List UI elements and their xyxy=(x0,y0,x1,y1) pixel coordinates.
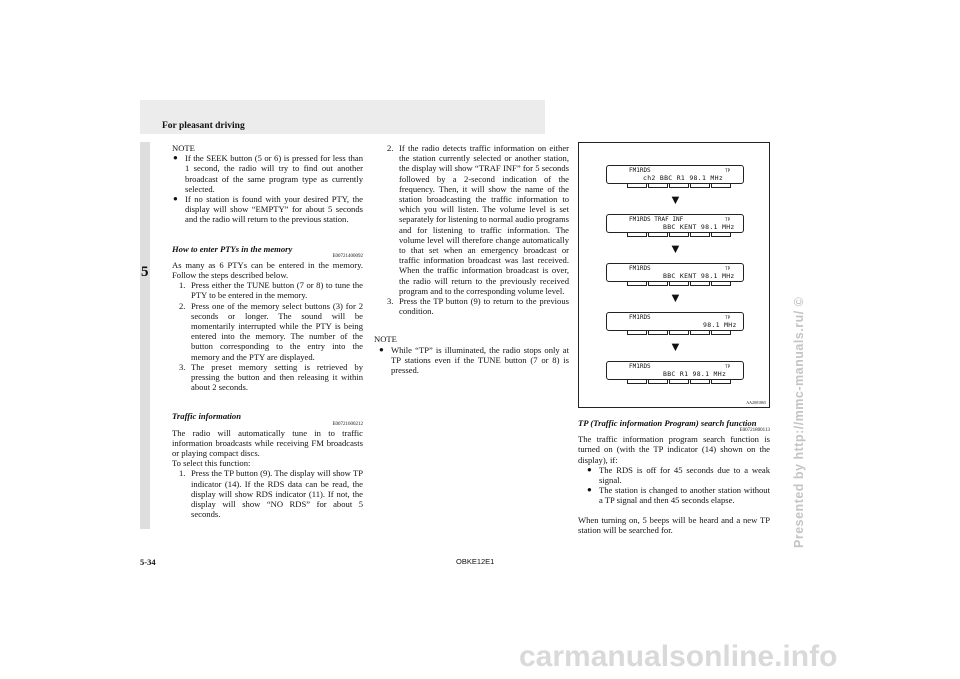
column-right xyxy=(578,418,770,535)
lcd-display: FM1RDS TRAF INF TP BBC KENT 98.1 MHz xyxy=(606,214,744,233)
chapter-tab xyxy=(140,142,150,529)
list-item: ● If the SEEK button (5 or 6) is pressed for less than 1 second, the radio will try to find out another broadcast of the same program type as currently selected. xyxy=(173,153,363,194)
bullet-icon: ● xyxy=(587,464,592,474)
paragraph: To select this function: xyxy=(172,458,251,469)
paragraph: When turning on, 5 beeps will be heard and a new TP station will be searched for. xyxy=(578,514,770,535)
list-item: 2. Press one of the memory select buttons (3) for 2 seconds or longer. The sound will be momentarily interrupted while the PTY is being entered into the memory. The number of the button corresponding to the entry into the memory and the PTY are displayed. xyxy=(179,300,363,362)
section-title: TP (Traffic information Program) search function xyxy=(578,418,757,428)
section-heading xyxy=(172,244,363,254)
section-code: E00721800113 xyxy=(739,428,770,434)
section-title: How to enter PTYs in the memory xyxy=(172,243,293,254)
list-item: ● While “TP” is illuminated, the radio stops only at TP stations even if the TUNE button (7 or 8) is pressed. xyxy=(379,344,569,376)
arrow-down-icon: ▼ xyxy=(669,290,682,305)
section-title: Traffic information xyxy=(172,411,241,422)
note-label: NOTE xyxy=(374,334,397,345)
document-code: OBKE12E1 xyxy=(456,557,495,566)
section-heading xyxy=(172,411,363,421)
list-item: 3. The preset memory setting is retrieved by pressing the button and then releasing it within about 2 seconds. xyxy=(179,361,363,393)
list-item: 3. Press the TP button (9) to return to the previous condition. xyxy=(387,296,569,317)
watermark-vertical: Presented by http://mmc-manuals.ru/ © xyxy=(792,296,806,548)
lcd-display: FM1RDS TP ch2 BBC R1 98.1 MHz xyxy=(606,165,744,184)
lcd-display: FM1RDS TP BBC KENT 98.1 MHz xyxy=(606,263,744,282)
page-number: 5-34 xyxy=(140,557,156,567)
radio-display-figure xyxy=(578,142,770,408)
arrow-down-icon: ▼ xyxy=(669,339,682,354)
arrow-down-icon: ▼ xyxy=(669,241,682,256)
bullet-icon: ● xyxy=(379,344,384,354)
chapter-number: 5 xyxy=(141,264,149,280)
figure-code: AA2001865 xyxy=(746,400,766,405)
note-label: NOTE xyxy=(172,143,195,153)
list-item: 2. If the radio detects traffic information on either the station currently selected or another station, the display will show “TRAF INF” for 5 seconds followed by a 2-second indication of the frequency. Then, it will show the name of the station broadcasting the traffic information to which you will listen. The volume level is set separately for listening to normal audio programs and for listening to traffic information. The volume level will therefore change automatically to that set when an emergency broadcast or traffic information broadcast was last received. When the traffic information broadcast is over, the radio will return to the previously received program and to the corresponding volume level. xyxy=(387,143,569,296)
section-code: E00721600212 xyxy=(332,421,363,427)
column-left xyxy=(172,143,363,520)
bullet-icon: ● xyxy=(587,485,592,495)
list-item: ● The RDS is off for 45 seconds due to a weak signal. xyxy=(587,464,770,486)
paragraph: As many as 6 PTYs can be entered in the memory. Follow the steps described below. xyxy=(172,259,363,281)
section-header: For pleasant driving xyxy=(162,121,245,131)
watermark-bottom: carmanualsonline.info xyxy=(519,640,838,673)
column-middle xyxy=(374,143,569,376)
lcd-display: FM1RDS TP 98.1 MHz xyxy=(606,312,744,331)
list-item: ● The station is changed to another station without a TP signal and then 45 seconds elapse. xyxy=(587,485,770,506)
list-item: ● If no station is found with your desired PTY, the display will show “EMPTY” for about 5 seconds and the radio will return to the previous station. xyxy=(173,194,363,225)
list-item: 1. Press either the TUNE button (7 or 8) to tune the PTY to be entered in the memory. xyxy=(179,280,363,301)
lcd-display: FM1RDS TP BBC R1 98.1 MHz xyxy=(606,361,744,380)
list-item: 1. Press the TP button (9). The display will show TP indicator (14). If the RDS data can be read, the display will show RDS indicator (11). If not, the display will show “NO RDS” for about 5 seconds. xyxy=(179,468,363,520)
bullet-icon: ● xyxy=(173,153,178,163)
paragraph: The radio will automatically tune in to traffic information broadcasts while receiving FM broadcasts or playing compact discs. xyxy=(172,427,363,459)
section-code: E00721400092 xyxy=(332,253,363,259)
paragraph: The traffic information program search function is turned on (with the TP indicator (14) shown on the display), if: xyxy=(578,434,770,465)
arrow-down-icon: ▼ xyxy=(669,192,682,207)
bullet-icon: ● xyxy=(173,194,178,204)
